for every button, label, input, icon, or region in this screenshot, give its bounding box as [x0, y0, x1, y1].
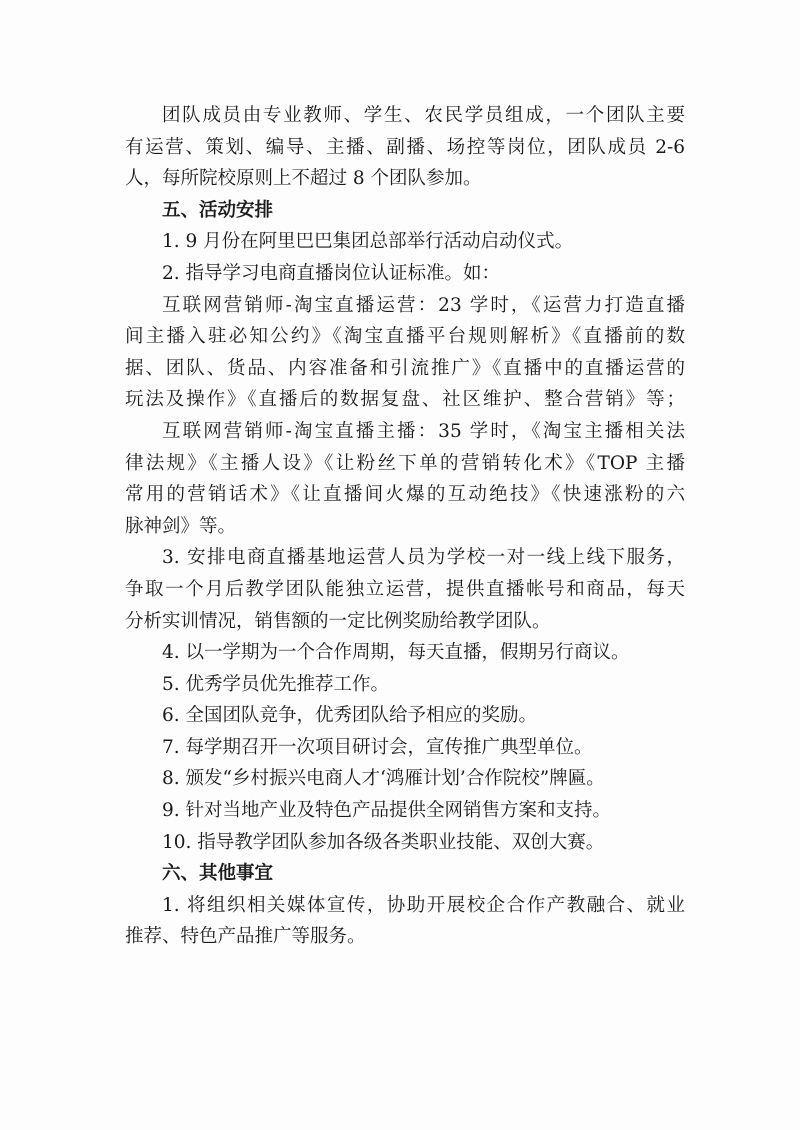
text-line: 互联网营销师-淘宝直播运营：23 学时，《运营力打造直播: [162, 294, 685, 316]
text-line: 人，每所院校原则上不超过 8 个团队参加。: [125, 168, 482, 190]
document-body: [125, 100, 685, 953]
text-line: 5. 优秀学员优先推荐工作。: [162, 673, 390, 695]
section-heading: 五、活动安排: [162, 199, 274, 221]
text-line: 间主播入驻必知公约》《淘宝直播平台规则解析》《直播前的数: [125, 326, 685, 348]
text-line: 有运营、策划、编导、主播、副播、场控等岗位，团队成员 2-6: [125, 136, 685, 158]
text-line: 脉神剑》等。: [125, 515, 237, 537]
text-line: 推荐、特色产品推广等服务。: [125, 926, 366, 948]
text-line: 4. 以一学期为一个合作周期，每天直播，假期另行商议。: [162, 642, 630, 664]
text-line: 律法规》《主播人设》《让粉丝下单的营销转化术》《TOP 主播: [125, 452, 685, 474]
text-line: 团队成员由专业教师、学生、农民学员组成，一个团队主要: [162, 105, 685, 126]
text-line: 3. 安排电商直播基地运营人员为学校一对一线上线下服务，: [162, 547, 685, 569]
section-heading: 六、其他事宜: [162, 863, 274, 885]
text-line: 争取一个月后教学团队能独立运营，提供直播帐号和商品，每天: [125, 578, 685, 600]
text-line: 1. 9 月份在阿里巴巴集团总部举行活动启动仪式。: [162, 231, 574, 253]
text-line: 6. 全国团队竞争，优秀团队给予相应的奖励。: [162, 705, 538, 727]
text-line: 1. 将组织相关媒体宣传，协助开展校企合作产教融合、就业: [162, 894, 685, 916]
text-line: 互联网营销师-淘宝直播主播：35 学时，《淘宝主播相关法: [162, 420, 685, 442]
text-line: 10. 指导教学团队参加各级各类职业技能、双创大赛。: [162, 831, 605, 853]
text-line: 分析实训情况，销售额的一定比例奖励给教学团队。: [125, 610, 551, 632]
text-line: 常用的营销话术》《让直播间火爆的互动绝技》《快速涨粉的六: [125, 484, 685, 506]
text-line: 7. 每学期召开一次项目研讨会，宣传推广典型单位。: [162, 736, 593, 758]
text-line: 据、团队、货品、内容准备和引流推广》《直播中的直播运营的: [125, 357, 685, 379]
text-line: 玩法及操作》《直播后的数据复盘、社区维护、整合营销》等；: [125, 389, 685, 411]
text-line: 8. 颁发“乡村振兴电商人才‘鸿雁计划’合作院校”牌匾。: [162, 768, 605, 790]
text-line: 2. 指导学习电商直播岗位认证标准。如：: [162, 262, 501, 284]
text-line: 9. 针对当地产业及特色产品提供全网销售方案和支持。: [162, 800, 612, 822]
